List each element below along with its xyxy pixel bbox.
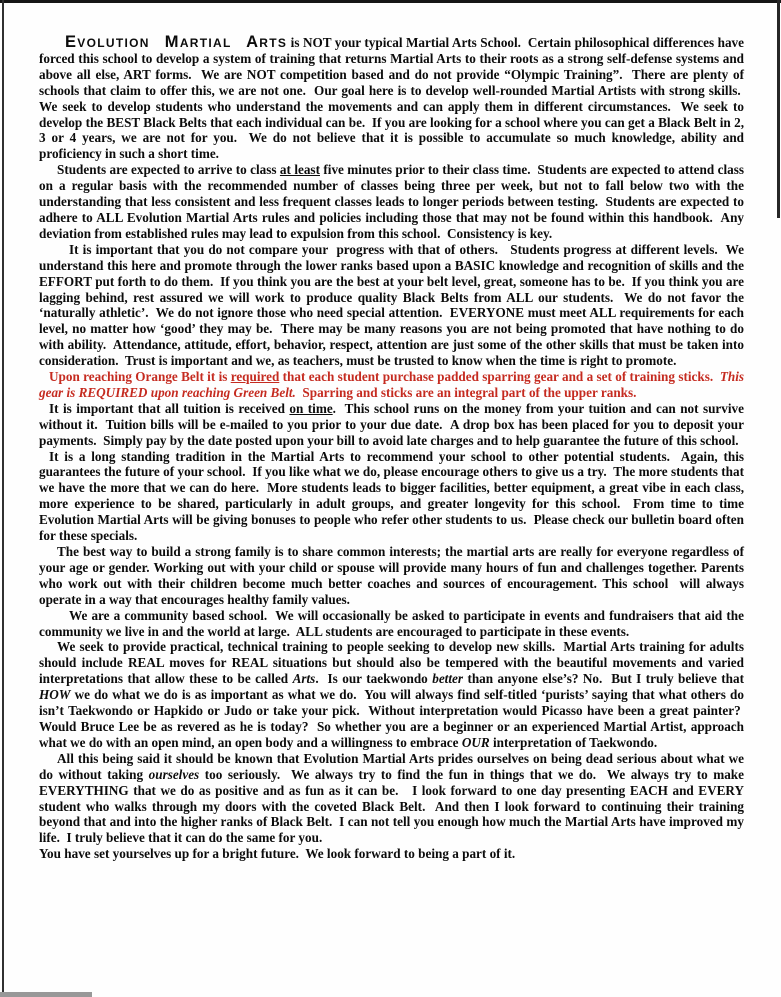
text-segment-normal: too seriously. We always try to find the fun in things that we do. We always try to make EVERYTHING that we do as positive and as fun as it can be. I look forward to one day presenting EACH and EVERY student who walks through my doors with the coveted Black Belt. And then I look forward to continuing their training beyond that and into the higher ranks of Black Belt. I can not tell you enough how much the Martial Arts have improved my life. I truly believe that it can do the same for you. <box>39 766 744 846</box>
text-segment-normal: is NOT your typical Martial Arts School. Certain philosophical differences have forced this school to develop a system of training that returns Martial Arts to their roots as a strong self-defense systems and above all else, ART forms. We are NOT competition based and do not provide “Olympic Training”. There are plenty of schools that claim to offer this, we are not one. Our goal here is to develop well-rounded Martial Artists with strong skills. We seek to develop students who understand the movements and can apply them in different circumstances. We seek to develop the BEST Black Belts that each individual can be. If you are looking for a school where you can get a Black Belt in 2, 3 or 4 years, we are not for you. We do not believe that it is possible to accumulate so much knowledge, ability and proficiency in such a short time. <box>39 35 744 162</box>
text-segment-normal: All this being said it should be known that Evolution Martial Arts prides ourselves on being dead serious about what we do without taking <box>39 750 744 782</box>
text-segment-normal: It is important that all tuition is received <box>49 400 290 416</box>
paragraph-progress <box>39 242 744 369</box>
text-segment-normal: . This school runs on the money from your tuition and can not survive without it. Tuition bills will be e-mailed to you prior to your due date. A drop box has been placed for you to deposit your payments. Simply pay by the date posted upon your bill to avoid late charges and to help guarantee the future of this school. <box>39 400 744 448</box>
text-segment-bolditalic: better <box>432 671 463 687</box>
text-segment-normal: interpretation of Taekwondo. <box>489 734 658 750</box>
text-segment-underline: required <box>230 369 280 385</box>
text-segment-normal: five minutes prior to their class time. Students are expected to attend class on a regular basis with the recommended number of classes being three per week, but not to fall below two with the understanding that less consistent and less frequent classes leads to longer periods between testing. Students are expected to adhere to ALL Evolution Martial Arts rules and policies including those that may not be found within this handbook. Any deviation from established rules may lead to expulsion from this school. Consistency is key. <box>39 162 744 241</box>
text-segment-normal: Students are expected to arrive to class <box>57 162 280 178</box>
text-segment-normal: Sparring and sticks are an integral part of the upper ranks. <box>295 384 637 400</box>
paragraph-closing <box>39 751 744 846</box>
text-segment-bolditalic: ourselves <box>148 766 200 782</box>
paragraph-attendance <box>39 162 744 242</box>
text-segment-normal: we do what we do is as important as what we do. You will always find self-titled ‘purists’ saying that what others do isn’t Taekwondo or Hapkido or Judo or take your pick. Without interpretation would Picasso have been a great painter? Would Bruce Lee be as revered as he is today? So whether you are a beginner or an experienced Martial Artist, approach what we do with an open mind, an open body and a willingness to embrace <box>39 687 744 750</box>
paragraph-community <box>39 608 744 640</box>
school-name-title: Evolution Martial Arts <box>65 33 288 51</box>
text-segment-normal: The best way to build a strong family is to share common interests; the martial arts are really for everyone regardless of your age or gender. Working out with your child or spouse will provide many hours of fun and challenges together. Parents who work out with their children become much better coaches and sources of encouragement. This school will always operate in a way that encourages healthy family values. <box>39 544 744 607</box>
text-segment-normal: It is a long standing tradition in the Martial Arts to recommend your school to other potential students. Again, this guarantees the future of your school. If you like what we do, please encourage others to give us a try. The more students that we have the more that we can do here. More students leads to bigger facilities, better equipment, a great vibe in each class, more experience to be shared, particularly in adult groups, and greater longevity for this school. From time to time Evolution Martial Arts will be giving bonuses to people who refer other students to us. Please check our bulletin board often for these specials. <box>39 448 744 544</box>
text-segment-normal: You have set yourselves up for a bright future. We look forward to being a part of it. <box>39 846 516 862</box>
text-segment-bolditalic: HOW <box>39 687 71 703</box>
scan-edge-top <box>0 0 781 3</box>
text-segment-normal: It is important that you do not compare your progress with that of others. Students progress at different levels. We understand this here and promote through the lower ranks based upon a BASIC knowledge and recognition of skills and the EFFORT put forth to do them. If you think you are the best at your belt level, great, someone has to be. If you think you are lagging behind, rest assured we will work to produce quality Black Belts from ALL our students. We do not favor the ‘naturally athletic’. We do not ignore those who need special attention. EVERYONE must meet ALL requirements for each level, no matter how ‘good’ they may be. There may be many reasons you are not being promoted that have nothing to do with ability. Attendance, attitude, effort, behavior, respect, attention are just some of the other skills that must be taken into consideration. Trust is important and we, as teachers, must be trusted to know when the time is right to promote. <box>39 241 744 369</box>
text-segment-normal: than anyone else’s? No. But I truly believe that <box>463 671 744 687</box>
scan-edge-right <box>777 0 780 218</box>
paragraph-bright-future <box>39 846 744 862</box>
document-text <box>39 35 744 862</box>
text-segment-normal: Upon reaching Orange Belt it is <box>49 369 231 385</box>
scan-edge-left <box>2 0 4 997</box>
paragraph-referrals <box>39 449 744 544</box>
scan-edge-bottom <box>0 992 92 997</box>
text-segment-normal: We seek to provide practical, technical training to people seeking to develop new skills. Martial Arts training for adults should include REAL moves for REAL situations but should also be tempered with the beautiful movements and varied interpretations that allow these to be called <box>39 639 744 687</box>
text-segment-bolditalic: OUR <box>461 734 490 750</box>
paragraph-family <box>39 544 744 608</box>
paragraph-philosophy <box>39 639 744 750</box>
text-segment-underline: on time <box>289 400 333 416</box>
paragraph-sparring-gear-notice <box>39 369 744 401</box>
text-segment-bolditalic: This gear is REQUIRED upon reaching Green Belt. <box>39 369 744 400</box>
text-segment-underline: at least <box>279 162 320 178</box>
paragraph-intro <box>39 35 744 162</box>
text-segment-normal: that each student purchase padded sparring gear and a set of training sticks. <box>279 369 720 385</box>
text-segment-normal: We are a community based school. We will occasionally be asked to participate in events and fundraisers that aid the community we live in and the world at large. ALL students are encouraged to participate in these events. <box>39 607 744 639</box>
paragraph-tuition <box>39 401 744 449</box>
text-segment-bolditalic: Arts <box>292 671 316 687</box>
text-segment-normal: . Is our taekwondo <box>315 671 433 687</box>
